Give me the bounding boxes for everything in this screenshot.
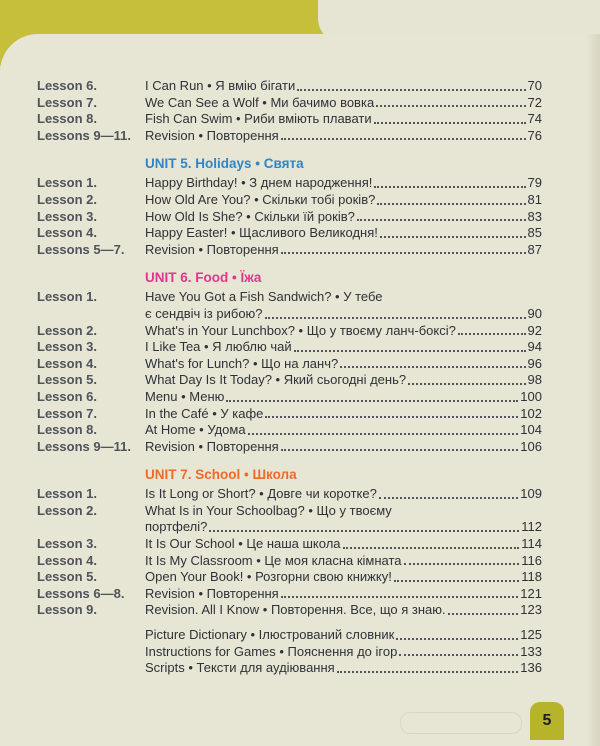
lesson-label: Lessons 9—11. — [37, 438, 131, 454]
lesson-label: Lesson 6. — [37, 78, 97, 93]
page-ref: 123 — [520, 602, 542, 618]
lesson-label: Lesson 7. — [37, 94, 97, 110]
dot-leader — [297, 89, 525, 91]
dot-leader — [294, 350, 526, 352]
toc-entry[interactable] — [37, 406, 542, 423]
section-gap — [37, 619, 542, 627]
lesson-title: Revision • Повторення — [145, 438, 279, 454]
dot-leader — [343, 547, 520, 549]
page-ref: 79 — [527, 175, 542, 191]
lesson-label: Lesson 3. — [37, 339, 97, 355]
page-ref: 100 — [520, 388, 542, 404]
lesson-title: How Old Is She? • Скільки їй років? — [145, 208, 355, 224]
toc-section-appendix — [37, 627, 542, 677]
toc-entry[interactable] — [37, 289, 542, 306]
toc-section-unit6 — [37, 289, 542, 455]
page-ref: 112 — [521, 519, 542, 535]
appendix-title: Instructions for Games • Пояснення до ігор — [145, 643, 398, 659]
appendix-title: Scripts • Тексти для аудіювання — [145, 660, 335, 676]
lesson-title: Happy Easter! • Щасливого Великодня! — [145, 225, 378, 241]
page-ref: 114 — [521, 536, 542, 552]
lesson-title: Happy Birthday! • З днем народження! — [145, 175, 373, 191]
lesson-title: What's for Lunch? • Що на ланч? — [145, 355, 339, 371]
dot-leader — [248, 433, 519, 435]
dot-leader — [379, 497, 518, 499]
dot-leader — [458, 333, 526, 335]
dot-leader — [374, 122, 526, 124]
page-ref: 87 — [527, 241, 542, 257]
dot-leader — [408, 383, 525, 385]
lesson-label: Lesson 8. — [37, 422, 97, 438]
lesson-label: Lesson 3. — [37, 208, 97, 224]
page-ref: 92 — [527, 322, 542, 338]
lesson-label: Lesson 4. — [37, 355, 97, 371]
lesson-label: Lesson 1. — [37, 289, 97, 305]
lesson-title: I Like Tea • Я люблю чай — [145, 339, 292, 355]
page-ref: 104 — [520, 422, 542, 438]
lesson-title: Have You Got a Fish Sandwich? • У тебе — [145, 289, 383, 305]
dot-leader — [281, 449, 519, 451]
dot-leader — [377, 203, 525, 205]
dot-leader — [399, 654, 518, 656]
toc-entry[interactable] — [37, 602, 542, 619]
dot-leader — [209, 530, 519, 532]
page-ref: 96 — [527, 355, 542, 371]
page-ref: 76 — [527, 127, 542, 143]
dot-leader — [340, 366, 525, 368]
lesson-label: Lesson 3. — [37, 536, 97, 552]
lesson-label: Lesson 8. — [37, 111, 97, 127]
lesson-label: Lesson 2. — [37, 322, 97, 338]
page-ref: 118 — [521, 569, 542, 585]
table-of-contents — [37, 78, 542, 677]
toc-entry[interactable] — [37, 356, 542, 373]
toc-entry[interactable] — [37, 225, 542, 242]
toc-entry[interactable] — [37, 586, 542, 603]
toc-entry[interactable] — [37, 439, 542, 456]
lesson-title: In the Café • У кафе — [145, 405, 264, 421]
toc-section-unit7 — [37, 486, 542, 619]
page-ref: 72 — [527, 94, 542, 110]
toc-entry[interactable] — [37, 486, 542, 503]
page-edge-shade — [586, 34, 600, 746]
page-ref: 74 — [527, 111, 542, 127]
lesson-title: Menu • Меню — [145, 388, 225, 404]
lesson-label: Lesson 6. — [37, 388, 97, 404]
lesson-title: Revision • Повторення — [145, 585, 279, 601]
lesson-title-continued: портфелі? — [145, 519, 208, 535]
unit5-heading[interactable]: UNIT 5. Holidays • Свята — [145, 156, 304, 172]
dot-leader — [404, 563, 520, 565]
page-ref: 121 — [520, 585, 542, 601]
toc-entry[interactable] — [37, 95, 542, 112]
appendix-title: Picture Dictionary • Ілюстрований словник — [145, 627, 395, 643]
lesson-label: Lesson 2. — [37, 191, 97, 207]
page-ref: 116 — [521, 552, 542, 568]
dot-leader — [337, 671, 519, 673]
toc-entry[interactable] — [37, 536, 542, 553]
lesson-title: We Can See a Wolf • Ми бачимо вовка — [145, 94, 375, 110]
lesson-title: At Home • Удома — [145, 422, 246, 438]
page-ref: 106 — [520, 438, 542, 454]
page-ref: 125 — [520, 627, 542, 643]
dot-leader — [265, 317, 526, 319]
page-ref: 133 — [520, 643, 542, 659]
toc-entry[interactable] — [37, 339, 542, 356]
page-ref: 136 — [520, 660, 542, 676]
lesson-title-continued: є сендвіч із рибою? — [145, 305, 263, 321]
lesson-label: Lesson 5. — [37, 569, 97, 585]
page-number-badge — [530, 702, 564, 740]
toc-entry[interactable] — [37, 569, 542, 586]
toc-entry[interactable] — [37, 128, 542, 145]
toc-entry[interactable] — [37, 422, 542, 439]
lesson-label: Lesson 7. — [37, 405, 97, 421]
toc-entry-continuation[interactable] — [37, 519, 542, 536]
lesson-title: How Old Are You? • Скільки тобі років? — [145, 191, 376, 207]
unit6-heading[interactable]: UNIT 6. Food • Їжа — [145, 270, 262, 286]
toc-entry[interactable] — [37, 627, 542, 644]
dot-leader — [357, 219, 526, 221]
lesson-label: Lessons 6—8. — [37, 585, 125, 601]
lesson-label: Lessons 9—11. — [37, 127, 131, 143]
lesson-title: It Is Our School • Це наша школа — [145, 536, 341, 552]
dot-leader — [281, 252, 526, 254]
page-ref: 109 — [520, 486, 542, 502]
toc-entry[interactable] — [37, 111, 542, 128]
page-ref: 98 — [527, 372, 542, 388]
lesson-label: Lesson 1. — [37, 175, 97, 191]
toc-entry[interactable] — [37, 372, 542, 389]
lesson-title: Revision • Повторення — [145, 241, 279, 257]
page-ref: 83 — [527, 208, 542, 224]
lesson-label: Lesson 9. — [37, 602, 97, 618]
toc-entry[interactable] — [37, 78, 542, 95]
lesson-title: What Is in Your Schoolbag? • Що у твоєму — [145, 502, 392, 518]
dot-leader — [394, 580, 519, 582]
toc-entry[interactable] — [37, 503, 542, 520]
page-ref: 90 — [527, 305, 542, 321]
unit7-heading[interactable]: UNIT 7. School • Школа — [145, 467, 297, 483]
toc-section-unit5 — [37, 175, 542, 258]
lesson-label: Lesson 5. — [37, 372, 97, 388]
page-ref: 102 — [520, 405, 542, 421]
toc-entry[interactable] — [37, 644, 542, 661]
dot-leader — [374, 186, 525, 188]
toc-entry[interactable] — [37, 242, 542, 259]
dot-leader — [448, 613, 519, 615]
toc-entry[interactable] — [37, 660, 542, 677]
dot-leader — [226, 400, 518, 402]
toc-entry-continuation[interactable] — [37, 306, 542, 323]
faint-decorative-outline — [400, 712, 522, 734]
lesson-label: Lesson 4. — [37, 225, 97, 241]
dot-leader — [396, 638, 518, 640]
lesson-title: Revision • Повторення — [145, 127, 279, 143]
toc-entry[interactable] — [37, 323, 542, 340]
lesson-title: Open Your Book! • Розгорни свою книжку! — [145, 569, 392, 585]
lesson-title: What Day Is It Today? • Який сьогодні день? — [145, 372, 407, 388]
page-ref: 70 — [527, 78, 542, 93]
page-number: 5 — [542, 712, 552, 729]
toc-section-unit4-tail — [37, 78, 542, 144]
toc-entry[interactable] — [37, 209, 542, 226]
lesson-title: It Is My Classroom • Це моя класна кімната — [145, 552, 402, 568]
dot-leader — [376, 105, 525, 107]
page-ref: 81 — [527, 191, 542, 207]
lesson-label: Lesson 1. — [37, 486, 97, 502]
dot-leader — [281, 596, 519, 598]
page-ref: 94 — [527, 339, 542, 355]
lesson-label: Lesson 2. — [37, 502, 97, 518]
toc-entry[interactable] — [37, 389, 542, 406]
page-ref: 85 — [527, 225, 542, 241]
dot-leader — [380, 236, 526, 238]
lesson-title: Revision. All I Know • Повторення. Все, що я знаю. — [145, 602, 446, 618]
toc-entry[interactable] — [37, 553, 542, 570]
lesson-label: Lessons 5—7. — [37, 241, 125, 257]
lesson-label: Lesson 4. — [37, 552, 97, 568]
dot-leader — [265, 416, 518, 418]
toc-entry[interactable] — [37, 192, 542, 209]
lesson-title: What's in Your Lunchbox? • Що у твоєму ланч-боксі? — [145, 322, 456, 338]
dot-leader — [281, 138, 526, 140]
lesson-title: Is It Long or Short? • Довге чи коротке? — [145, 486, 377, 502]
toc-entry[interactable] — [37, 175, 542, 192]
lesson-title: I Can Run • Я вмію бігати — [145, 78, 296, 93]
lesson-title: Fish Can Swim • Риби вміють плавати — [145, 111, 372, 127]
